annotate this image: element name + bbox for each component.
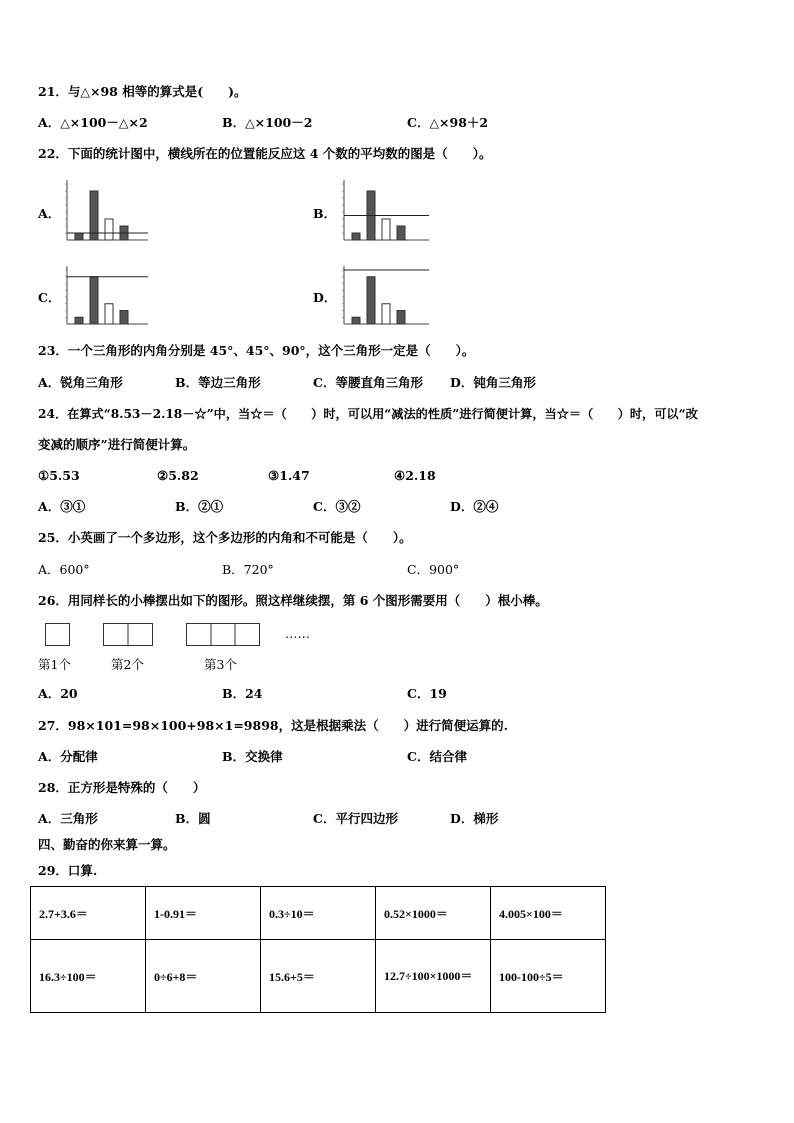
q24-option-b: B．②① [175, 499, 224, 514]
q25-option-a: A．600° [38, 562, 90, 577]
q22-chart-c [62, 264, 150, 326]
table-cell: 2.7+3.6＝ [31, 887, 146, 940]
q22-chart-b [339, 178, 431, 242]
q26-figure-label-3: 第3个 [204, 657, 237, 672]
table-row [31, 887, 606, 940]
q26-option-b: B．24 [222, 686, 263, 701]
q26-stem: 26．用同样长的小棒摆出如下的图形。照这样继续摆，第 6 个图形需要用（ ）根小棒。 [38, 593, 548, 608]
bar [120, 311, 128, 325]
q23-option-b: B．等边三角形 [175, 375, 261, 390]
q24-choice-3: ③1.47 [268, 468, 310, 483]
q25-option-c: C．900° [407, 562, 460, 577]
q21-option-a: A．△×100－△×2 [38, 115, 148, 130]
q26-figure-2 [103, 623, 154, 651]
q21-option-b: B．△×100－2 [222, 115, 313, 130]
q22-label-b: B． [313, 206, 337, 221]
q27-stem: 27．98×101=98×100+98×1=9898，这是根据乘法（ ）进行简便运算的. [38, 718, 508, 733]
bar [75, 317, 83, 324]
q22-label-a: A． [38, 206, 61, 221]
table-cell: 15.6+5＝ [261, 940, 376, 1013]
q28-option-b: B．圆 [175, 811, 211, 826]
q22-chart-a [62, 178, 150, 242]
q26-figure-3 [186, 623, 261, 651]
q26-figure-label-2: 第2个 [111, 657, 144, 672]
q24-stem-line1: 24．在算式“8.53－2.18－☆”中，当☆＝（ ）时，可以用“减法的性质”进行简便计算，当☆＝（ ）时，可以“改 [38, 407, 698, 421]
q24-stem-line2: 变减的顺序”进行简便计算。 [38, 437, 196, 452]
q26-ellipsis: …… [285, 626, 310, 641]
section-title: 四、勤奋的你来算一算。 [38, 837, 176, 852]
bar [352, 317, 360, 324]
bar [75, 233, 83, 240]
q27-option-a: A．分配律 [38, 749, 98, 764]
q26-figure-1 [45, 623, 71, 651]
q24-choice-2: ②5.82 [157, 468, 199, 483]
bar [105, 304, 113, 324]
q24-option-d: D．②④ [450, 499, 499, 514]
table-cell: 0÷6+8＝ [146, 940, 261, 1013]
q28-stem: 28．正方形是特殊的（ ） [38, 780, 206, 795]
bar [352, 233, 360, 240]
bar [382, 219, 390, 240]
bar [90, 277, 98, 324]
q22-label-d: D． [313, 290, 337, 305]
q24-choice-1: ①5.53 [38, 468, 80, 483]
q26-figure-label-1: 第1个 [38, 657, 71, 672]
q26-option-a: A．20 [38, 686, 78, 701]
q27-option-c: C．结合律 [407, 749, 467, 764]
q29-stem: 29．口算. [38, 863, 98, 878]
q23-stem: 23．一个三角形的内角分别是 45°、45°、90°，这个三角形一定是（ ）。 [38, 343, 475, 358]
table-cell: 0.3÷10＝ [261, 887, 376, 940]
q24-choice-4: ④2.18 [394, 468, 436, 483]
q21-stem: 21．与△×98 相等的算式是( )。 [38, 84, 247, 99]
table-row [31, 940, 606, 1013]
q22-stem: 22．下面的统计图中，横线所在的位置能反应这 4 个数的平均数的图是（ ）。 [38, 146, 492, 161]
table-cell: 4.005×100＝ [491, 887, 606, 940]
q22-chart-d [339, 264, 431, 326]
table-cell: 100-100÷5＝ [491, 940, 606, 1013]
q21-option-c: C．△×98＋2 [407, 115, 489, 130]
bar [382, 304, 390, 324]
q27-option-b: B．交换律 [222, 749, 283, 764]
q26-option-c: C．19 [407, 686, 447, 701]
q28-option-d: D．梯形 [450, 811, 499, 826]
bar [397, 226, 405, 240]
q23-option-a: A．锐角三角形 [38, 375, 123, 390]
q24-option-c: C．③② [313, 499, 361, 514]
q25-stem: 25．小英画了一个多边形，这个多边形的内角和不可能是（ ）。 [38, 530, 412, 545]
mental-math-table [30, 886, 606, 1013]
table-cell: 1-0.91＝ [146, 887, 261, 940]
q24-option-a: A．③① [38, 499, 86, 514]
q23-option-d: D．钝角三角形 [450, 375, 536, 390]
bar [105, 219, 113, 240]
table-cell: 0.52×1000＝ [376, 887, 491, 940]
bar [397, 311, 405, 325]
table-cell: 16.3÷100＝ [31, 940, 146, 1013]
q28-option-a: A．三角形 [38, 811, 98, 826]
bar [367, 277, 375, 324]
q23-option-c: C．等腰直角三角形 [313, 375, 423, 390]
q25-option-b: B．720° [222, 562, 274, 577]
q28-option-c: C．平行四边形 [313, 811, 398, 826]
table-cell: 12.7÷100×1000＝ [376, 940, 491, 1013]
q22-label-c: C． [38, 290, 61, 305]
